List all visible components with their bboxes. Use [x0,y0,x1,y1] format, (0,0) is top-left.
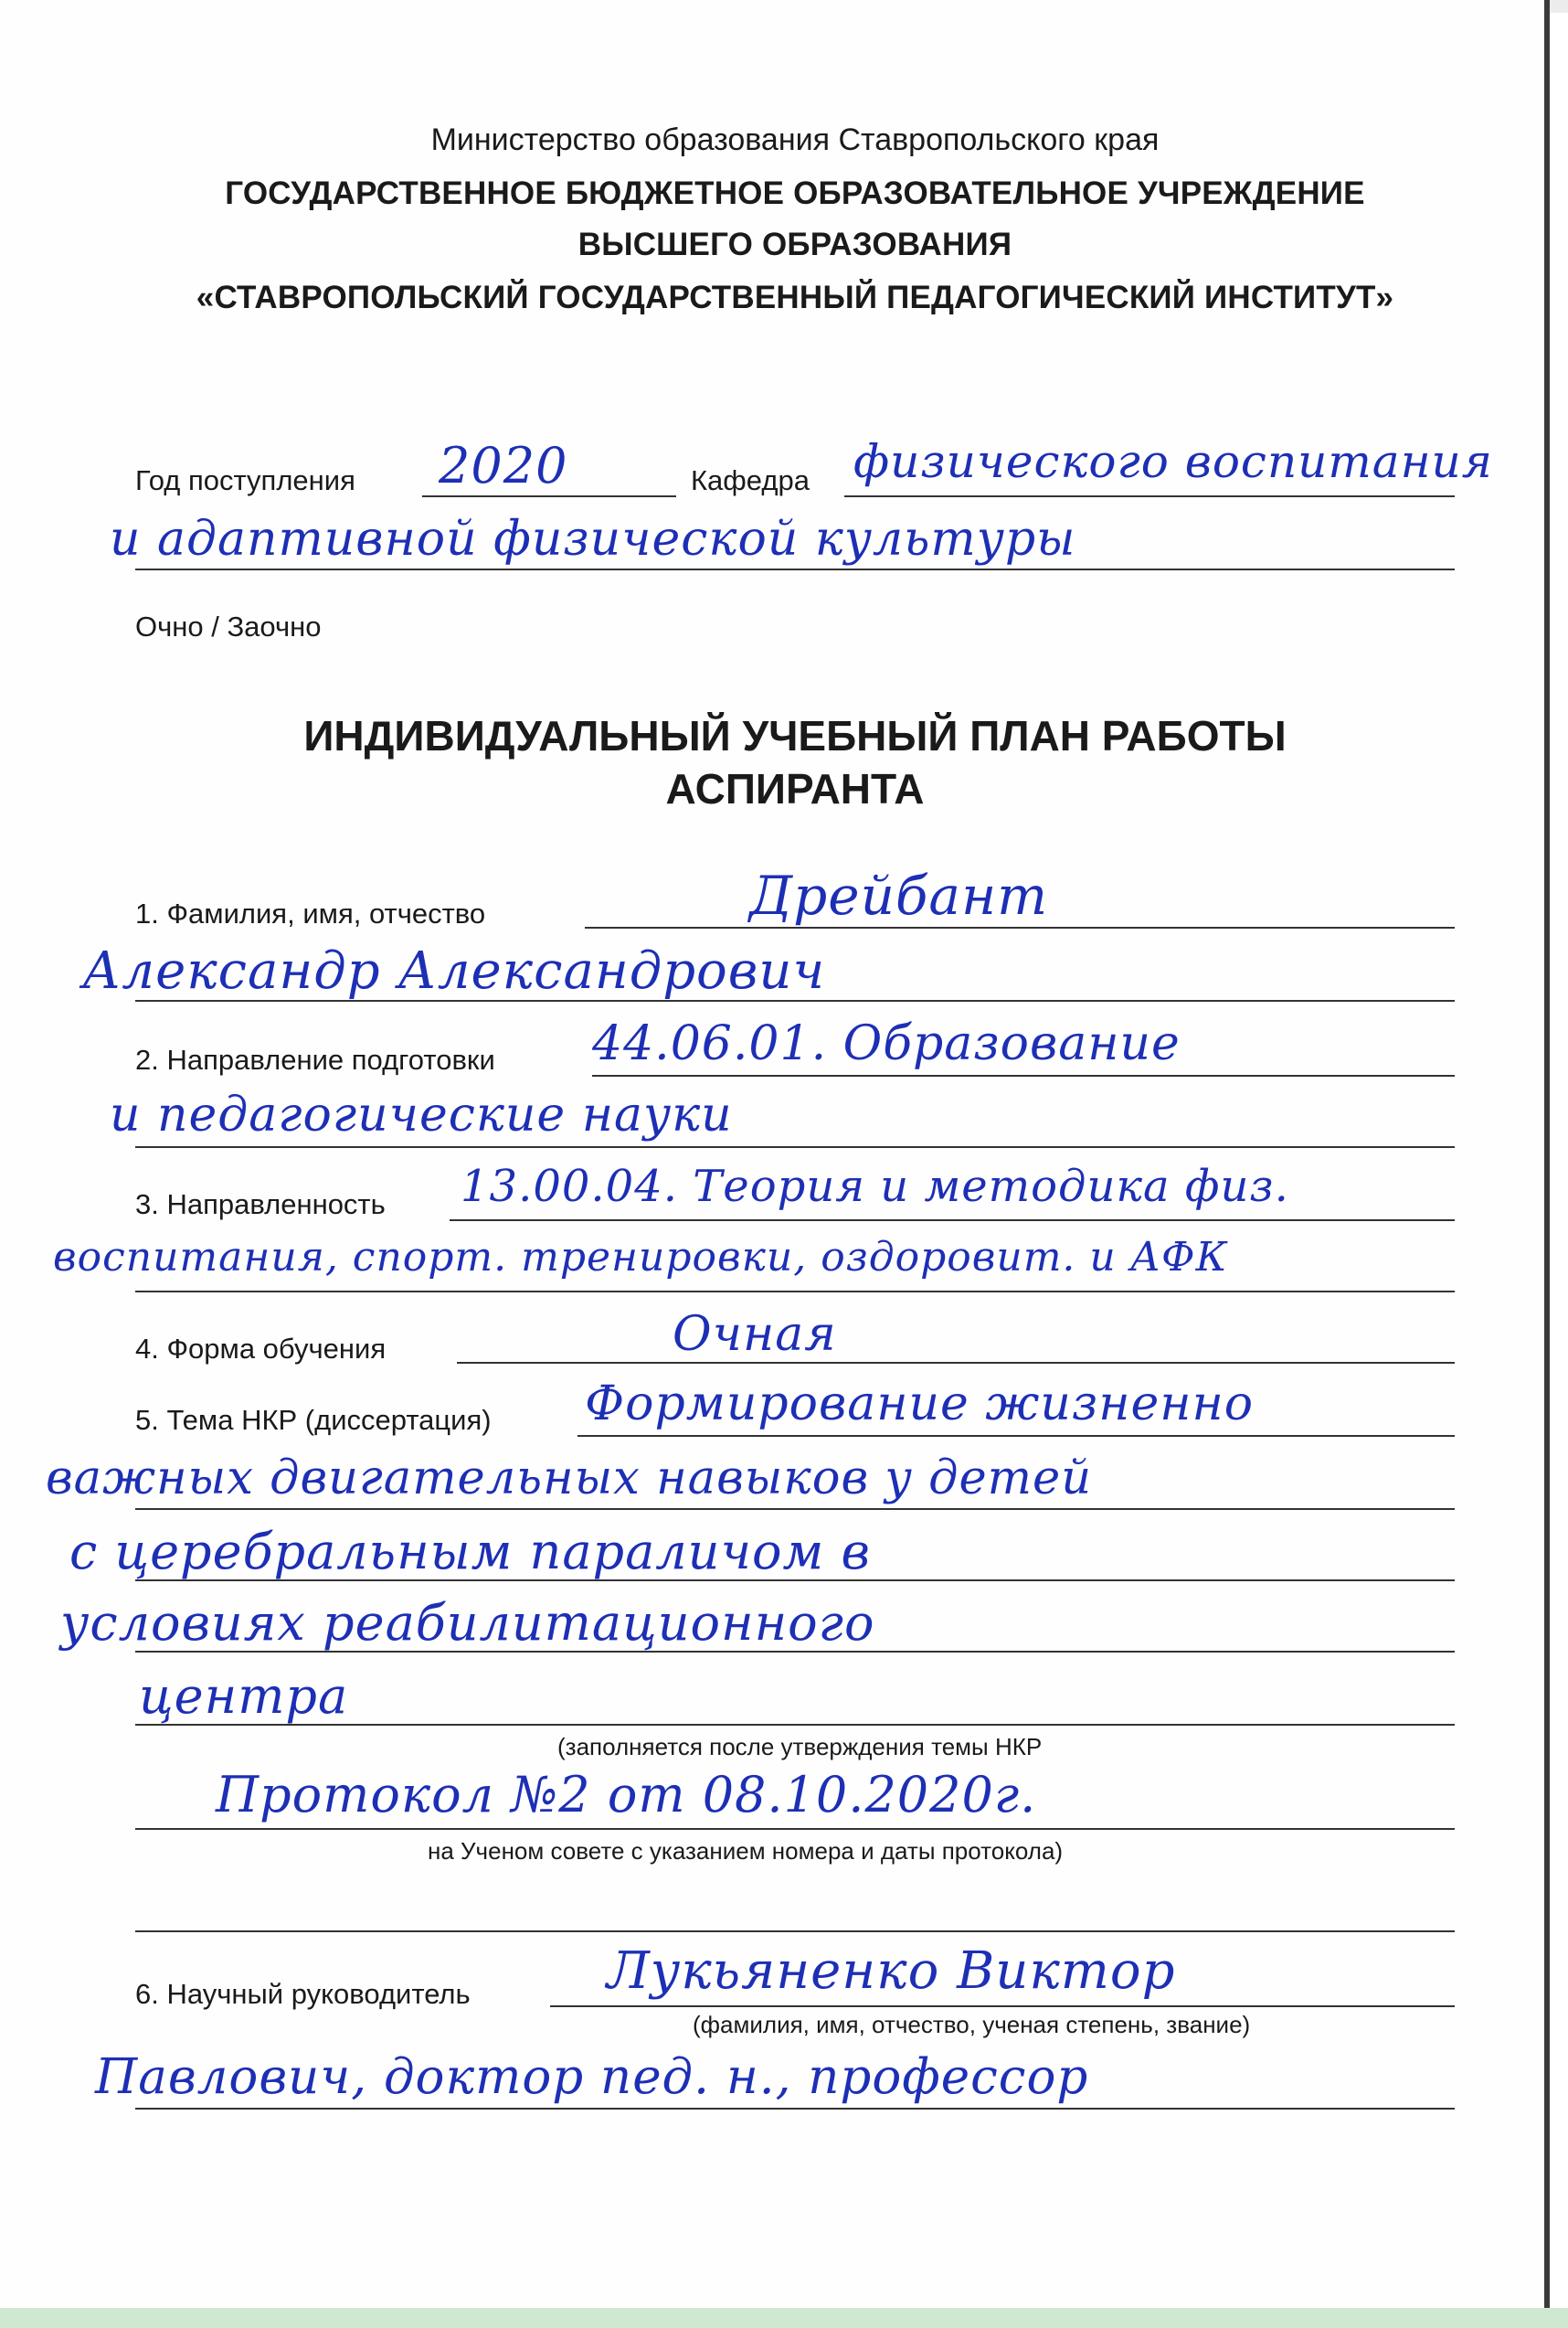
direction-value-1: 44.06.01. Образование [592,1016,1181,1071]
full-name-line-1 [585,927,1455,929]
topic-value-2: важных двигательных навыков у детей [46,1451,1093,1505]
supervisor-line-1 [550,2005,1455,2007]
focus-value-2: воспитания, спорт. тренировки, оздоровит. и АФК [53,1234,1228,1281]
topic-value-5: центра [139,1667,349,1725]
focus-line-1 [450,1219,1455,1221]
topic-line-1 [577,1435,1455,1437]
ministry-heading: Министерство образования Ставропольского края [430,122,1160,157]
full-name-label: 1. Фамилия, имя, отчество [135,898,486,930]
department-value-2: и адаптивной физической культуры [110,512,1076,567]
supervisor-note: (фамилия, имя, отчество, ученая степень, звание) [693,2011,1251,2038]
supervisor-value-1: Лукьяненко Виктор [607,1941,1176,2001]
department-line-2 [135,569,1455,570]
topic-line-2 [135,1508,1455,1510]
topic-label: 5. Тема НКР (диссертация) [135,1404,492,1436]
direction-value-2: и педагогические науки [110,1088,733,1143]
supervisor-value-2: Павлович, доктор пед. н., профессор [95,2049,1089,2105]
department-value-1: физического воспитания [853,435,1493,488]
protocol-line [135,1828,1455,1830]
admission-year-value: 2020 [439,437,568,494]
study-form-label: 4. Форма обучения [135,1333,387,1365]
study-mode-label: Очно / Заочно [135,611,322,643]
department-line-1 [844,495,1455,497]
direction-line-2 [135,1146,1455,1148]
topic-value-4: условиях реабилитационного [60,1594,875,1652]
topic-note-1: (заполняется после утверждения темы НКР [557,1733,1043,1760]
supervisor-label: 6. Научный руководитель [135,1978,471,2010]
protocol-value: Протокол №2 от 08.10.2020г. [216,1766,1037,1823]
direction-line-1 [592,1075,1455,1077]
institution-line-2: ВЫСШЕГО ОБРАЗОВАНИЯ [577,227,1012,262]
full-name-value-1: Дрейбант [749,865,1049,927]
document-title-line-1: ИНДИВИДУАЛЬНЫЙ УЧЕБНЫЙ ПЛАН РАБОТЫ [303,712,1287,760]
supervisor-line-2 [135,2108,1455,2110]
document-title-line-2: АСПИРАНТА [665,765,925,813]
focus-label: 3. Направленность [135,1188,386,1220]
direction-label: 2. Направление подготовки [135,1044,495,1076]
study-form-value: Очная [673,1307,837,1362]
study-form-line [457,1362,1455,1364]
focus-line-2 [135,1291,1455,1292]
admission-year-line [422,495,676,497]
scan-bottom-band [0,2308,1568,2328]
institution-line-3: «СТАВРОПОЛЬСКИЙ ГОСУДАРСТВЕННЫЙ ПЕДАГОГИЧЕСКИЙ ИНСТИТУТ» [196,280,1394,315]
topic-value-3: с церебральным параличом в [69,1523,871,1580]
department-label: Кафедра [691,464,810,496]
blank-line [135,1930,1455,1932]
full-name-value-2: Александр Александрович [82,941,826,1001]
topic-note-2: на Ученом совете с указанием номера и даты протокола) [428,1837,1064,1865]
institution-line-1: ГОСУДАРСТВЕННОЕ БЮДЖЕТНОЕ ОБРАЗОВАТЕЛЬНОЕ УЧРЕЖДЕНИЕ [225,175,1365,211]
topic-value-1: Формирование жизненно [585,1377,1255,1431]
focus-value-1: 13.00.04. Теория и методика физ. [461,1161,1289,1212]
admission-year-label: Год поступления [135,464,355,496]
